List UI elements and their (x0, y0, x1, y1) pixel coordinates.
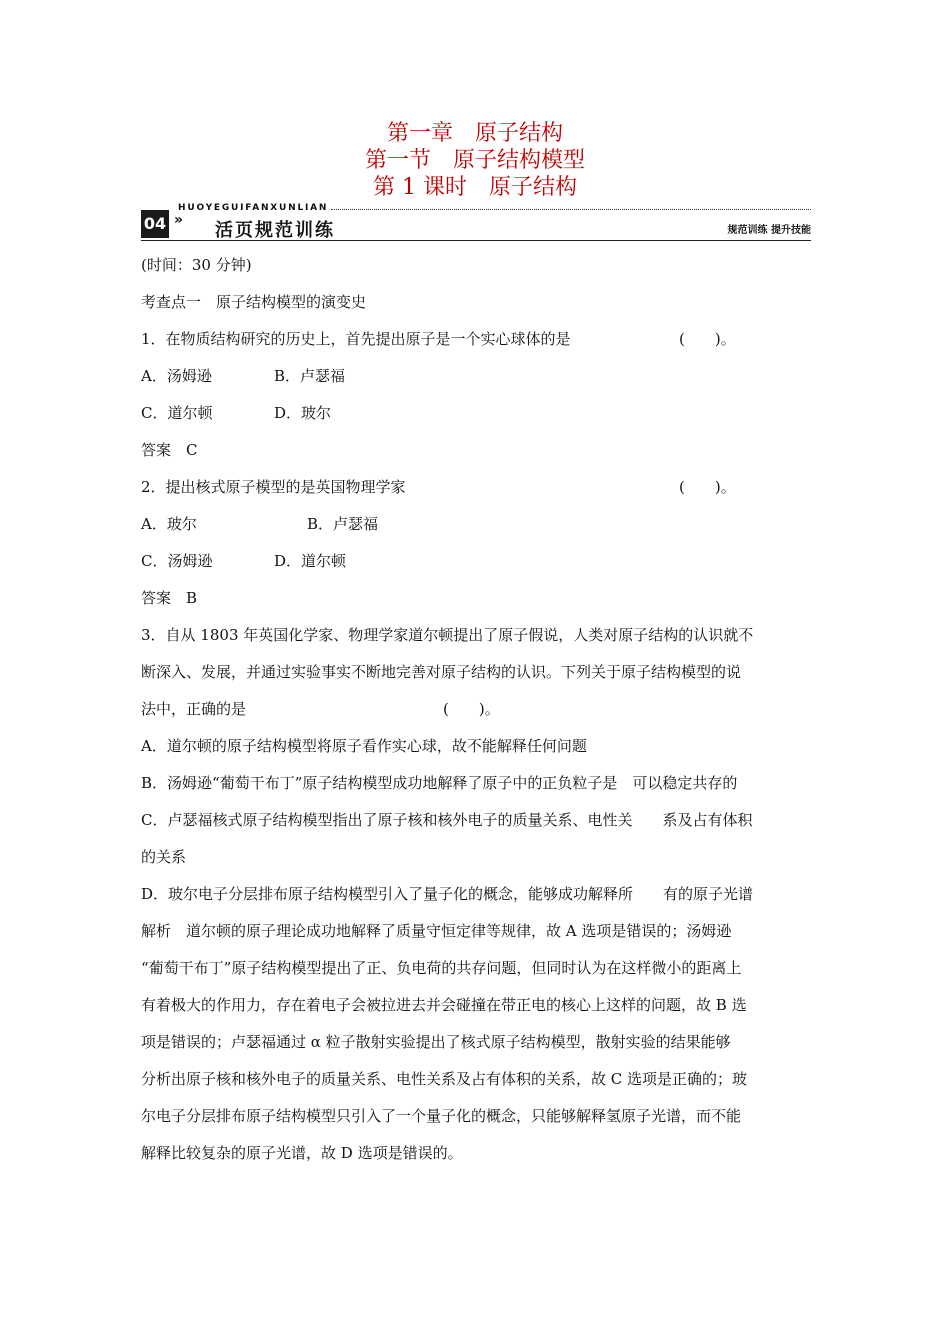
banner-dotted-divider (331, 209, 811, 210)
analysis-line: “葡萄干布丁”原子结构模型提出了正、负电荷的共存问题，但同时认为在这样微小的距离上 (141, 959, 742, 977)
time-note: (时间：30 分钟) (141, 256, 252, 274)
q3-stem-line-3 (141, 691, 811, 728)
banner-slogan: 规范训练 提升技能 (727, 225, 811, 236)
section-title: 第一节 原子结构模型 (364, 148, 585, 173)
q2-option-d: D．道尔顿 (274, 552, 347, 570)
q1-option-d: D．玻尔 (274, 404, 332, 422)
analysis-line: 有着极大的作用力，存在着电子会被拉进去并会碰撞在带正电的核心上这样的问题，故 B 选 (141, 996, 747, 1014)
double-arrow-icon: » (174, 212, 184, 228)
q2-option-a: A．玻尔 (141, 515, 197, 533)
q1-option-b: B．卢瑟福 (274, 367, 346, 385)
lesson-title: 第 1 课时 原子结构 (373, 175, 577, 200)
banner-title: 活页规范训练 (215, 220, 335, 241)
q2-answer-blank: ( )。 (679, 478, 736, 496)
q1-options-row-2 (141, 395, 811, 432)
q2-options-row-2 (141, 543, 811, 580)
q3-stem-line-2: 断深入、发展，并通过实验事实不断地完善对原子结构的认识。下列关于原子结构模型的说 (141, 663, 742, 681)
q2-answer: 答案 B (141, 589, 198, 607)
analysis-line: 尔电子分层排布原子结构模型只引入了一个量子化的概念，只能够解释氢原子光谱，而不能 (141, 1107, 742, 1125)
q1-stem-text: 1．在物质结构研究的历史上，首先提出原子是一个实心球体的是 (141, 330, 571, 348)
analysis-line: 解析 道尔顿的原子理论成功地解释了质量守恒定律等规律，故 A 选项是错误的；汤姆逊 (141, 922, 732, 940)
analysis-line: 解释比较复杂的原子光谱，故 D 选项是错误的。 (141, 1144, 463, 1162)
q3-option-c-line-1: C．卢瑟福核式原子结构模型指出了原子核和核外电子的质量关系、电性关 系及占有体积 (141, 811, 753, 829)
q3-option-d: D．玻尔电子分层排布原子结构模型引入了量子化的概念，能够成功解释所 有的原子光谱 (141, 885, 754, 903)
q2-options-row-1 (141, 506, 811, 543)
title-block (0, 120, 950, 201)
q1-answer: 答案 C (141, 441, 198, 459)
q2-option-b: B．卢瑟福 (307, 515, 379, 533)
q3-option-b: B．汤姆逊“葡萄干布丁”原子结构模型成功地解释了原子中的正负粒子是 可以稳定共存的 (141, 774, 738, 792)
practice-banner (141, 203, 811, 241)
q3-stem-line-1: 3．自从 1803 年英国化学家、物理学家道尔顿提出了原子假说，人类对原子结构的认识就不 (141, 626, 754, 644)
analysis-line: 项是错误的；卢瑟福通过 α 粒子散射实验提出了核式原子结构模型，散射实验的结果能够 (141, 1033, 731, 1051)
topic-heading: 考查点一 原子结构模型的演变史 (141, 293, 367, 311)
q1-options-row-1 (141, 358, 811, 395)
q1-answer-blank: ( )。 (679, 330, 736, 348)
q3-stem-text: 法中，正确的是 (141, 700, 247, 718)
q3-answer-blank: ( )。 (443, 700, 500, 718)
exercise-content (141, 247, 811, 1172)
q3-option-c-line-2: 的关系 (141, 848, 187, 866)
banner-pinyin: HUOYEGUIFANXUNLIAN (178, 203, 329, 213)
banner-underline (141, 240, 811, 241)
chapter-title: 第一章 原子结构 (386, 121, 563, 146)
q2-stem-text: 2．提出核式原子模型的是英国物理学家 (141, 478, 406, 496)
q3-option-a: A．道尔顿的原子结构模型将原子看作实心球，故不能解释任何问题 (141, 737, 587, 755)
q1-stem (141, 321, 811, 358)
q2-stem (141, 469, 811, 506)
section-number-badge: 04 (141, 210, 169, 238)
q1-option-a: A．汤姆逊 (141, 367, 212, 385)
q1-option-c: C．道尔顿 (141, 404, 213, 422)
analysis-line: 分析出原子核和核外电子的质量关系、电性关系及占有体积的关系，故 C 选项是正确的；玻 (141, 1070, 748, 1088)
q2-option-c: C．汤姆逊 (141, 552, 213, 570)
